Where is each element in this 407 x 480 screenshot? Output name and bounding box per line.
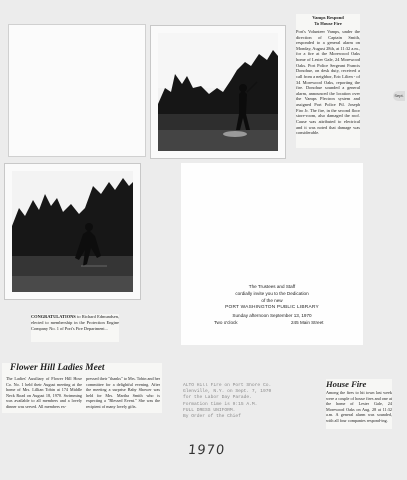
flower-hill-ladies-clipping (2, 363, 162, 413)
photo-image (5, 164, 140, 299)
notice-line-5: FULL DRESS UNIFORM. (183, 407, 236, 413)
ladies-column-2: pressed their "thanks" to Mrs. Tobin and her committee for a delightful evening. After the meeting a surprise Baby Shower was held for Mrs. Martha Smith who is expecting a "Blessed Event." She was the recipient of many lovely gifts. (86, 376, 160, 409)
photo-image (151, 26, 285, 158)
margin-tab: Sept. (393, 91, 405, 101)
house-fire-body: Among the fires to hit town last week were a couple of house fires and one at the home of Lester Gale, 24 Morewood Oaks on Aug. 28 at 11:32 a.m. A general alarm was sounded, with all four companies respond-ing. (326, 390, 392, 423)
invitation-line-date: Sunday afternoon September 13, 1970 (232, 313, 312, 318)
house-fire-headline: House Fire (326, 379, 367, 389)
vamps-article-body: Port's Volunteer Vamps, under the direction of Captain Smith, responded to a general alarm on Monday, August 28th, at 11:32 a.m., for a fire at the Morewood Oaks home of Lester Gale, 24 Morewood Oaks. Port Police Sergeant Francis Donohue, on desk duty, received a call from a neighbor, Eric Lilien - of 34 Morewood Oaks, reporting the fire. Donohue sounded a general alarm, announced the location over the Vamps Plectron system and assigned Port Police Ptl. Joseph Firo Jr. The fire, in the second floor store-room, also damaged the roof. Cause was attributed to electrical and it was noted that damage was considerable. (296, 28, 360, 136)
notice-line-2: Glenville, N.Y. on Sept. 7, 1970 (183, 389, 272, 395)
invitation-line-library: PORT WASHINGTON PUBLIC LIBRARY (225, 305, 319, 310)
notice-line-6: By Order of the Chief (183, 414, 241, 420)
invitation-address: 245 Main Street (291, 320, 324, 325)
vamps-subheadline: To House Fire (314, 20, 342, 26)
baseball-pitcher-photo (4, 163, 141, 300)
parade-notice-clipping (183, 383, 315, 429)
notice-line-3: for the Labor Day Parade. (183, 395, 252, 401)
notice-line-4: Formation time is 9:15 A.M. (183, 401, 258, 407)
ladies-headline: Flower Hill Ladies Meet (10, 363, 105, 373)
vamps-headline: Vamps Respond (312, 15, 344, 20)
invitation-line-trustees: The Trustees and Staff (248, 284, 296, 289)
handwritten-year: 1970 (187, 443, 226, 458)
library-dedication-invitation (181, 163, 363, 345)
vamps-respond-clipping (296, 14, 360, 148)
invitation-line-cordially: cordially invite you to the Dedication (235, 291, 309, 296)
baseball-batter-photo (150, 25, 286, 159)
house-fire-clipping (326, 379, 392, 429)
invitation-line-of-the-new: of the new (261, 298, 283, 303)
invitation-time: Two o'clock (214, 320, 238, 325)
congratulations-heading: CONGRATULATIONS (31, 314, 76, 319)
ladies-column-1: The Ladies' Auxiliary of Flower Hill Hose Co. No. 1 held their August meeting at the home of Mrs. Lillian Tobin at 174 Middle Neck Road on August 18, 1970. Swimming was available to all members and a lovely dinner was served. All members ex- (6, 376, 82, 409)
notice-line-1: ALTO Hill Fire on Port Shore Co. (183, 383, 272, 388)
congratulations-clipping (31, 314, 119, 342)
blank-photo-print (8, 24, 146, 157)
congratulations-body: to Richard Edmundsen, elected to membership in the Protection Engine Company No. 1 of Port's Fire Department... (31, 314, 119, 331)
